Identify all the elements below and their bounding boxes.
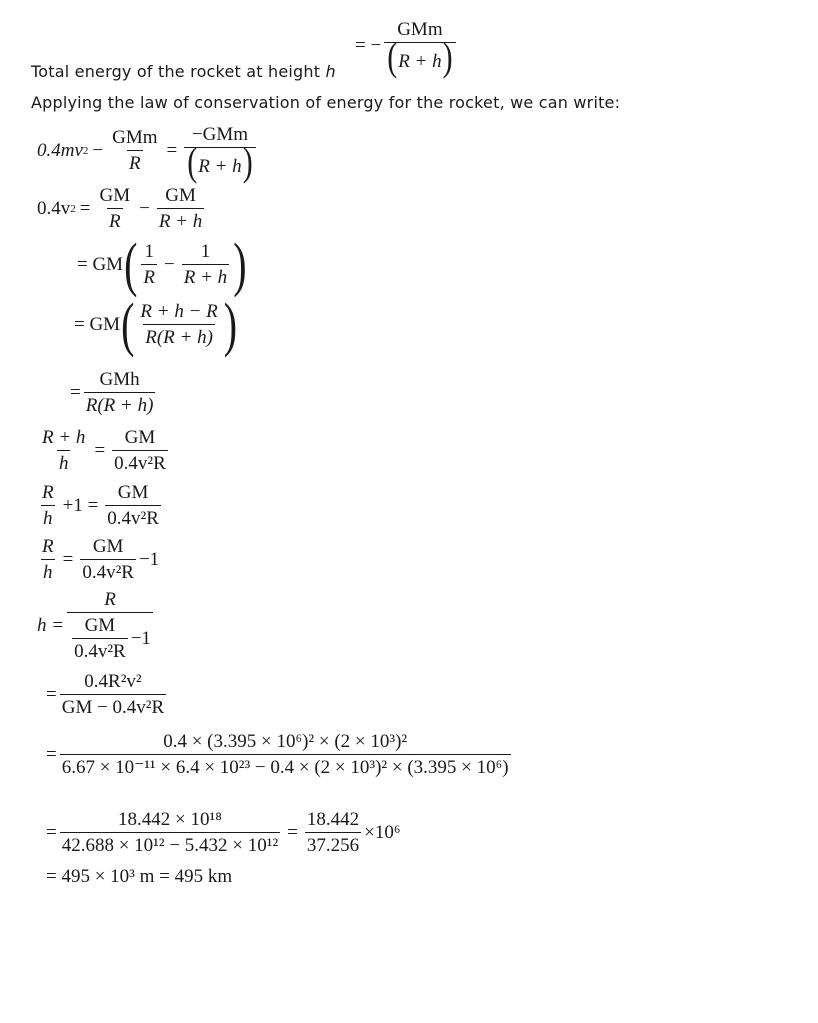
eq10-den: GM − 0.4v²R (60, 694, 166, 717)
eq12-frac1 (60, 810, 280, 855)
total-energy-label: Total energy of the rocket at height (31, 62, 326, 81)
eq12-num1: 18.442 × 10¹⁸ (118, 809, 222, 830)
eq2-frac2 (157, 186, 204, 231)
eq10-frac (60, 672, 166, 717)
eq2-lhs: 0.4v (37, 198, 71, 219)
eq6-eq: = (94, 440, 106, 461)
eq2-num1: GM (99, 185, 131, 206)
eq5-den: R(R + h) (84, 392, 156, 415)
eq2-num2: GM (165, 185, 196, 206)
equation-total-energy (355, 19, 459, 80)
eq8-tail: −1 (138, 549, 160, 570)
eq1-minus: − (92, 140, 104, 161)
eq9-inner-frac (72, 616, 128, 661)
eq2-eq: = (79, 198, 91, 219)
eq9-frac (67, 590, 153, 661)
eq11-num: 0.4 × (3.395 × 10⁶)² × (2 × 10³)² (163, 731, 408, 752)
eq3-lhs: = GM (77, 254, 124, 275)
equation-final-answer (46, 867, 232, 886)
eq13-text: = 495 × 10³ m = 495 km (46, 866, 233, 887)
eq9-num: R (104, 589, 116, 610)
equation-simplified (70, 370, 158, 415)
equation-ratio-minus-one (37, 537, 159, 582)
equation-conservation: 0.4mv 2 − $\frac{\text{GMm}}{R}$ = $\frac{\text{−GMm}}{(R + h)}$ (37, 125, 259, 176)
eq3-frac1 (141, 242, 157, 287)
eq9-inner-den: 0.4v²R (72, 638, 128, 661)
eq3-den2: R + h (182, 264, 229, 287)
eq0-lhs: = − (355, 35, 382, 56)
equation-numeric-evaluation (46, 810, 400, 855)
eq8-eq: = (62, 549, 74, 570)
eq3-num1: 1 (144, 241, 154, 262)
eq12-num2: 18.442 (306, 809, 360, 830)
eq6-den2: 0.4v²R (112, 450, 168, 473)
eq2-frac1 (97, 186, 132, 231)
eq7-den1: h (41, 505, 55, 528)
eq10-lhs: = (46, 684, 57, 705)
equation-gm-factor: = GM ( $\frac{1}{R}$ − $\frac{1}{R + h}$ ) (77, 230, 247, 298)
eq11-den: 6.67 × 10⁻¹¹ × 6.4 × 10²³ − 0.4 × (2 × 10³)² × (3.395 × 10⁶) (60, 754, 511, 777)
eq2-den2: R + h (157, 208, 204, 231)
eq3-num2: 1 (200, 241, 211, 262)
eq7-num1: R (42, 482, 54, 503)
equation-ratio (37, 428, 171, 473)
eq7-frac2 (105, 483, 161, 528)
eq0-fraction (384, 19, 455, 80)
eq9-inner-num: GM (84, 615, 116, 636)
eq1-den2-wrap: (R + h) (184, 147, 255, 176)
eq1-den2: R + h (198, 156, 242, 177)
eq1-frac2 (184, 124, 255, 185)
eq6-frac1 (40, 428, 87, 473)
eq9-den (67, 612, 153, 661)
eq6-num1: R + h (42, 427, 86, 448)
equation-combined: = GM ( $\frac{R + h - R}{R(R + h)}$ ) (74, 290, 238, 358)
eq12-lhs: = (46, 822, 57, 843)
eq9-lhs: h = (37, 615, 65, 636)
eq8-frac1 (40, 537, 56, 582)
eq7-frac1 (40, 483, 56, 528)
eq6-den1: h (57, 450, 71, 473)
text-total-energy (31, 62, 336, 81)
eq5-frac (84, 370, 156, 415)
eq12-eq: = (287, 822, 298, 843)
eq3-frac2 (182, 242, 229, 287)
eq0-den: (R + h) (384, 42, 455, 71)
eq1-eq: = (166, 140, 178, 161)
eq7-plus: +1 = (62, 495, 99, 516)
equation-h-solution (37, 590, 156, 661)
equation-h-expression (46, 672, 169, 717)
eq7-den2: 0.4v²R (105, 505, 161, 528)
eq12-tail: ×10⁶ (364, 822, 401, 843)
eq3-minus: − (164, 254, 175, 275)
eq4-num: R + h − R (140, 301, 218, 322)
eq8-num2: GM (92, 536, 124, 557)
eq9-tail: −1 (130, 628, 151, 649)
eq12-den2: 37.256 (305, 832, 361, 855)
eq11-frac (60, 732, 511, 777)
eq5-num: GMh (99, 369, 140, 390)
equation-velocity: 0.4v 2 = $\frac{GM}{R}$ − $\frac{GM}{R + h}$ (37, 185, 203, 232)
eq11-lhs: = (46, 744, 57, 765)
eq6-num2: GM (124, 427, 156, 448)
eq4-lhs: = GM (74, 314, 121, 335)
applying-law-label: Applying the law of conservation of energy for the rocket, we can write: (31, 93, 621, 112)
eq1-num2: −GMm (191, 124, 249, 145)
eq2-minus: − (139, 198, 150, 219)
eq0-den-text: R + h (398, 51, 442, 72)
eq4-frac (138, 302, 219, 347)
eq10-num: 0.4R²v² (84, 671, 142, 692)
eq3-den1: R (141, 264, 157, 287)
eq8-frac2 (80, 537, 136, 582)
eq1-num1: GMm (112, 127, 158, 148)
eq2-den1: R (107, 208, 123, 231)
height-variable: h (325, 62, 336, 81)
eq6-frac2 (112, 428, 168, 473)
eq7-num2: GM (117, 482, 149, 503)
eq4-den: R(R + h) (143, 324, 215, 347)
eq5-lhs: = (70, 382, 81, 403)
eq8-num1: R (42, 536, 54, 557)
eq8-den1: h (41, 559, 55, 582)
equation-numeric-substitution (46, 732, 514, 777)
eq12-den1: 42.688 × 10¹² − 5.432 × 10¹² (60, 832, 280, 855)
text-applying-law (31, 93, 620, 112)
eq12-frac2 (305, 810, 361, 855)
equation-ratio-plus-one (37, 483, 164, 528)
eq1-den1: R (127, 150, 143, 173)
eq8-den2: 0.4v²R (80, 559, 136, 582)
eq1-frac1 (110, 128, 159, 173)
eq1-a: 0.4mv (37, 140, 83, 161)
eq0-num: GMm (397, 19, 443, 40)
